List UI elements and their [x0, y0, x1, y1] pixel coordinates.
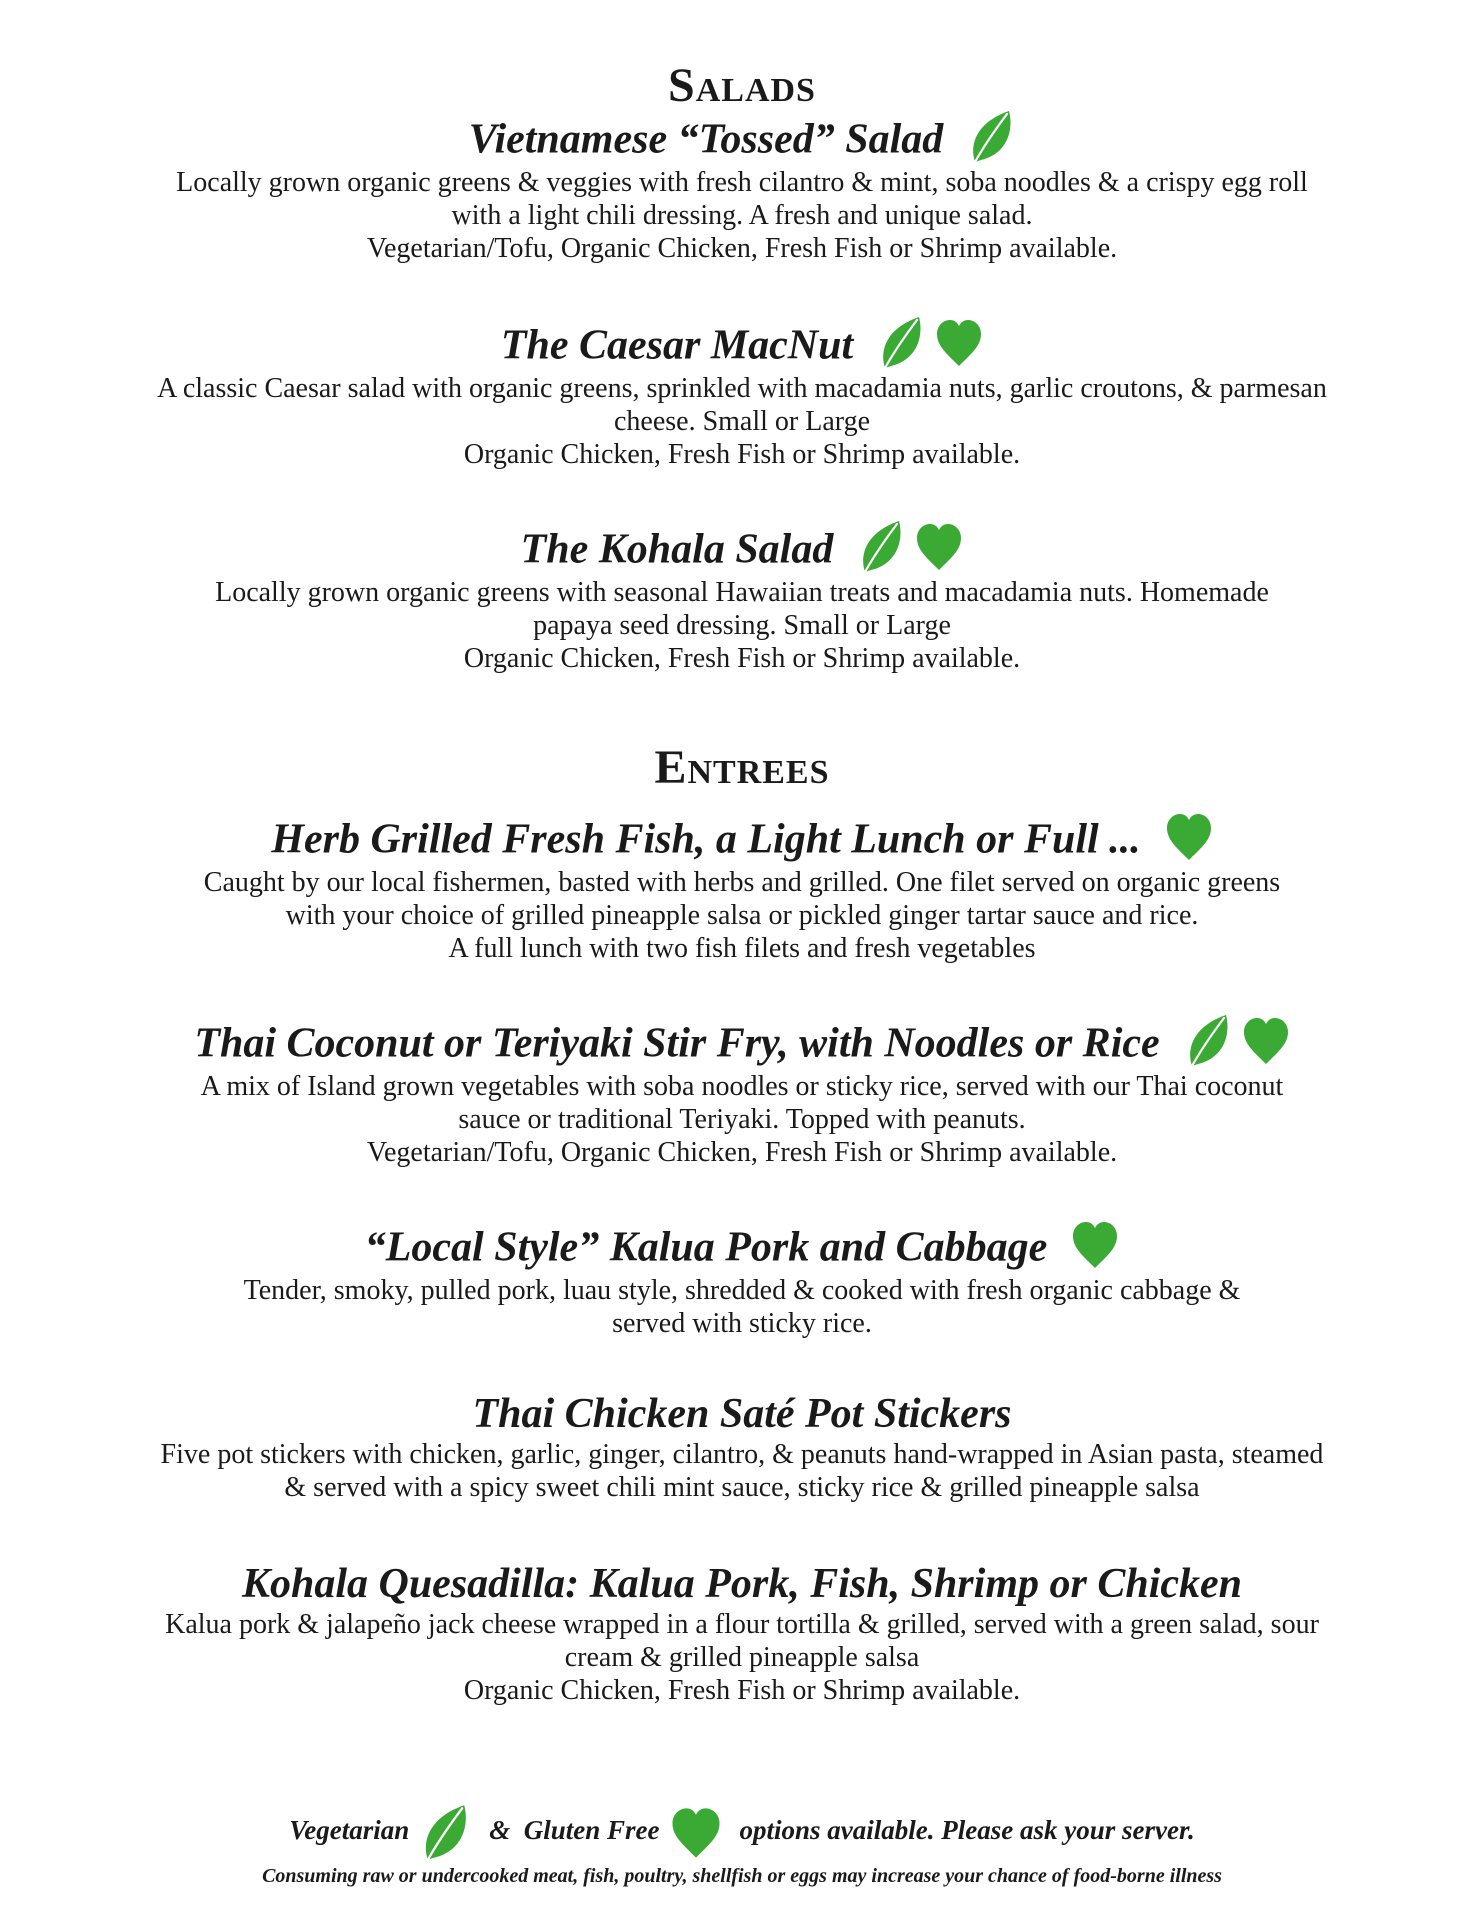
icon-group [1174, 1012, 1290, 1070]
vegetarian-label: Vegetarian [289, 1815, 410, 1845]
item-title: “Local Style” Kalua Pork and Cabbage [50, 1216, 1434, 1274]
icon-group [957, 108, 1015, 166]
heart-icon [915, 518, 963, 576]
item-description [50, 1608, 1434, 1707]
item-title: Herb Grilled Fresh Fish, a Light Lunch or Full ... [50, 808, 1434, 866]
description-line: Vegetarian/Tofu, Organic Chicken, Fresh Fish or Shrimp available. [366, 233, 1118, 264]
item-title: The Kohala Salad [50, 518, 1434, 576]
item-title: Kohala Quesadilla: Kalua Pork, Fish, Shrimp or Chicken [241, 1561, 1243, 1607]
description-line: Kalua pork & jalapeño jack cheese wrapped in a flour tortilla & grilled, served with a green salad, sour [165, 1609, 1319, 1640]
menu-item-caesar-macnut [50, 314, 1434, 471]
icon-group [867, 314, 983, 372]
dietary-legend [0, 1800, 1484, 1864]
food-safety-warning: Consuming raw or undercooked meat, fish, poultry, shellfish or eggs may increase your chance of food-borne illness [262, 1864, 1222, 1887]
item-title: Vietnamese “Tossed” Salad [50, 108, 1434, 166]
gluten-free-label: Gluten Free [523, 1815, 660, 1845]
description-line: A classic Caesar salad with organic greens, sprinkled with macadamia nuts, garlic croutons, & parmesan [157, 373, 1327, 404]
icon-group [847, 518, 963, 576]
leaf-icon [1184, 1012, 1232, 1070]
menu-item-kohala-quesadilla [50, 1560, 1434, 1707]
menu-item-pot-stickers [50, 1390, 1434, 1504]
item-description [50, 1274, 1434, 1340]
item-description [50, 1438, 1434, 1504]
description-line: with your choice of grilled pineapple salsa or pickled ginger tartar sauce and rice. [285, 900, 1199, 931]
options-text: options available. Please ask your server. [739, 1815, 1195, 1845]
description-line: Tender, smoky, pulled pork, luau style, shredded & cooked with fresh organic cabbage & [243, 1275, 1241, 1306]
heart-icon [935, 314, 983, 372]
description-line: served with sticky rice. [612, 1308, 872, 1339]
description-line: Vegetarian/Tofu, Organic Chicken, Fresh Fish or Shrimp available. [366, 1137, 1118, 1168]
description-line: Organic Chicken, Fresh Fish or Shrimp available. [463, 643, 1021, 674]
heart-icon [1071, 1216, 1119, 1274]
item-description [50, 1070, 1434, 1169]
item-title: The Caesar MacNut [50, 314, 1434, 372]
icon-group [1155, 808, 1213, 866]
menu-item-thai-stir-fry [50, 1012, 1434, 1169]
description-line: Organic Chicken, Fresh Fish or Shrimp available. [463, 1675, 1021, 1706]
menu-item-vietnamese-salad [50, 108, 1434, 265]
description-line: cream & grilled pineapple salsa [564, 1642, 920, 1673]
description-line: Five pot stickers with chicken, garlic, ginger, cilantro, & peanuts hand-wrapped in Asian pasta, steamed [160, 1439, 1324, 1470]
menu-item-kohala-salad [50, 518, 1434, 675]
description-line: with a light chili dressing. A fresh and unique salad. [451, 200, 1033, 231]
leaf-icon [419, 1802, 471, 1864]
item-title: Thai Coconut or Teriyaki Stir Fry, with Noodles or Rice [50, 1012, 1434, 1070]
description-line: papaya seed dressing. Small or Large [533, 610, 951, 641]
heart-icon [670, 1802, 722, 1864]
description-line: Locally grown organic greens with seasonal Hawaiian treats and macadamia nuts. Homemade [215, 577, 1269, 608]
section-title-entrees: Entrees [654, 741, 830, 794]
icon-group [1061, 1216, 1119, 1274]
description-line: Locally grown organic greens & veggies with fresh cilantro & mint, soba noodles & a crispy egg roll [176, 167, 1308, 198]
description-line: A full lunch with two fish filets and fresh vegetables [448, 933, 1036, 964]
description-line: cheese. Small or Large [613, 406, 871, 437]
heart-icon [1165, 808, 1213, 866]
section-title-salads: Salads [668, 59, 816, 112]
leaf-icon [967, 108, 1015, 166]
item-title: Thai Chicken Saté Pot Stickers [472, 1391, 1012, 1437]
description-line: sauce or traditional Teriyaki. Topped with peanuts. [458, 1104, 1026, 1135]
leaf-icon [877, 314, 925, 372]
leaf-icon [857, 518, 905, 576]
item-description [50, 166, 1434, 265]
item-description [50, 866, 1434, 965]
item-description [50, 372, 1434, 471]
menu-footer [0, 1800, 1484, 1888]
menu-item-herb-grilled-fish [50, 808, 1434, 965]
description-line: A mix of Island grown vegetables with soba noodles or sticky rice, served with our Thai coconut [200, 1071, 1284, 1102]
description-line: & served with a spicy sweet chili mint sauce, sticky rice & grilled pineapple salsa [284, 1472, 1200, 1503]
menu-item-kalua-pork [50, 1216, 1434, 1340]
item-description [50, 576, 1434, 675]
ampersand: & [489, 1815, 511, 1845]
description-line: Organic Chicken, Fresh Fish or Shrimp available. [463, 439, 1021, 470]
heart-icon [1242, 1012, 1290, 1070]
description-line: Caught by our local fishermen, basted with herbs and grilled. One filet served on organic greens [203, 867, 1281, 898]
